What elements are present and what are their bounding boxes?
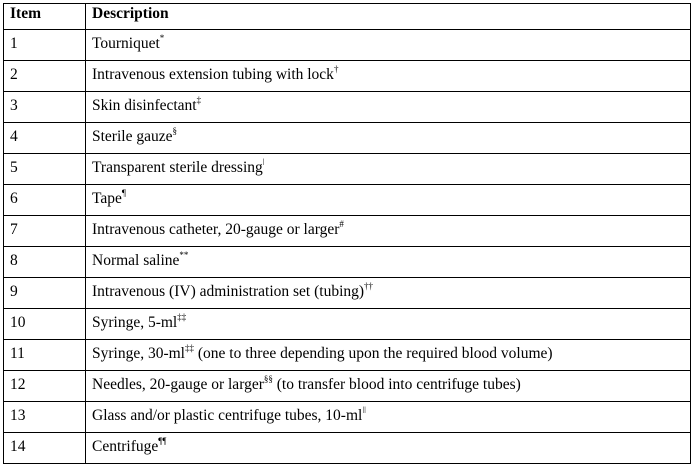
footnote-marker: * [159,32,165,43]
item-description [86,216,691,247]
column-header-item: Item [4,4,86,30]
supplies-table [3,3,691,464]
description-text: Centrifuge [92,438,159,455]
description-text: Transparent sterile dressing [92,159,263,176]
item-number: 3 [4,92,86,123]
item-description [86,154,691,185]
description-text: Tape [92,190,122,207]
table-header-row [4,4,691,30]
table-row [4,123,691,154]
table-row [4,154,691,185]
description-text: Intravenous (IV) administration set (tubing) [92,283,365,300]
footnote-marker: # [339,218,344,229]
footnote-marker: ‡‡ [185,342,194,353]
footnote-marker: ǀ [262,156,265,167]
table-row [4,278,691,309]
table-row [4,371,691,402]
item-number: 8 [4,247,86,278]
description-text: Sterile gauze [92,128,173,145]
table-row [4,402,691,433]
description-text: Intravenous catheter, 20-gauge or larger [92,221,340,238]
item-description [86,247,691,278]
table-row [4,61,691,92]
item-description [86,61,691,92]
item-description [86,433,691,464]
description-text: Intravenous extension tubing with lock [92,66,334,83]
item-number: 14 [4,433,86,464]
table-row [4,30,691,61]
item-description [86,30,691,61]
description-text: Skin disinfectant [92,97,197,114]
item-number: 11 [4,340,86,371]
item-description [86,309,691,340]
table-row [4,309,691,340]
footnote-marker: †† [364,280,374,291]
item-description [86,371,691,402]
footnote-marker: ‡ [196,94,202,105]
footnote-marker: ǀǀ [362,404,366,415]
item-description [86,123,691,154]
description-text: Syringe, 30-ml [92,345,185,362]
description-text: Syringe, 5-ml [92,314,178,331]
table-row [4,216,691,247]
item-description [86,340,691,371]
description-suffix: (to transfer blood into centrifuge tubes) [272,376,521,393]
footnote-marker: ¶ [121,187,126,198]
item-description [86,402,691,433]
item-number: 12 [4,371,86,402]
item-number: 13 [4,402,86,433]
footnote-marker: §§ [263,373,273,384]
item-number: 4 [4,123,86,154]
item-number: 7 [4,216,86,247]
table-row [4,92,691,123]
description-text: Normal saline [92,252,180,269]
item-number: 5 [4,154,86,185]
item-number: 2 [4,61,86,92]
item-number: 6 [4,185,86,216]
footnote-marker: ¶¶ [158,435,167,446]
item-number: 1 [4,30,86,61]
description-text: Tourniquet [92,35,160,52]
item-description [86,278,691,309]
item-description [86,92,691,123]
description-text: Needles, 20-gauge or larger [92,376,264,393]
item-description [86,185,691,216]
footnote-marker: ** [179,249,189,260]
footnote-marker: § [172,125,177,136]
description-text: Glass and/or plastic centrifuge tubes, 10-ml [92,407,363,424]
table-row [4,185,691,216]
item-number: 10 [4,309,86,340]
table-row [4,433,691,464]
table-row [4,247,691,278]
footnote-marker: ‡‡ [177,311,187,322]
table-row [4,340,691,371]
footnote-marker: † [333,63,339,74]
column-header-description: Description [86,4,691,30]
description-suffix: (one to three depending upon the required blood volume) [194,345,553,362]
item-number: 9 [4,278,86,309]
